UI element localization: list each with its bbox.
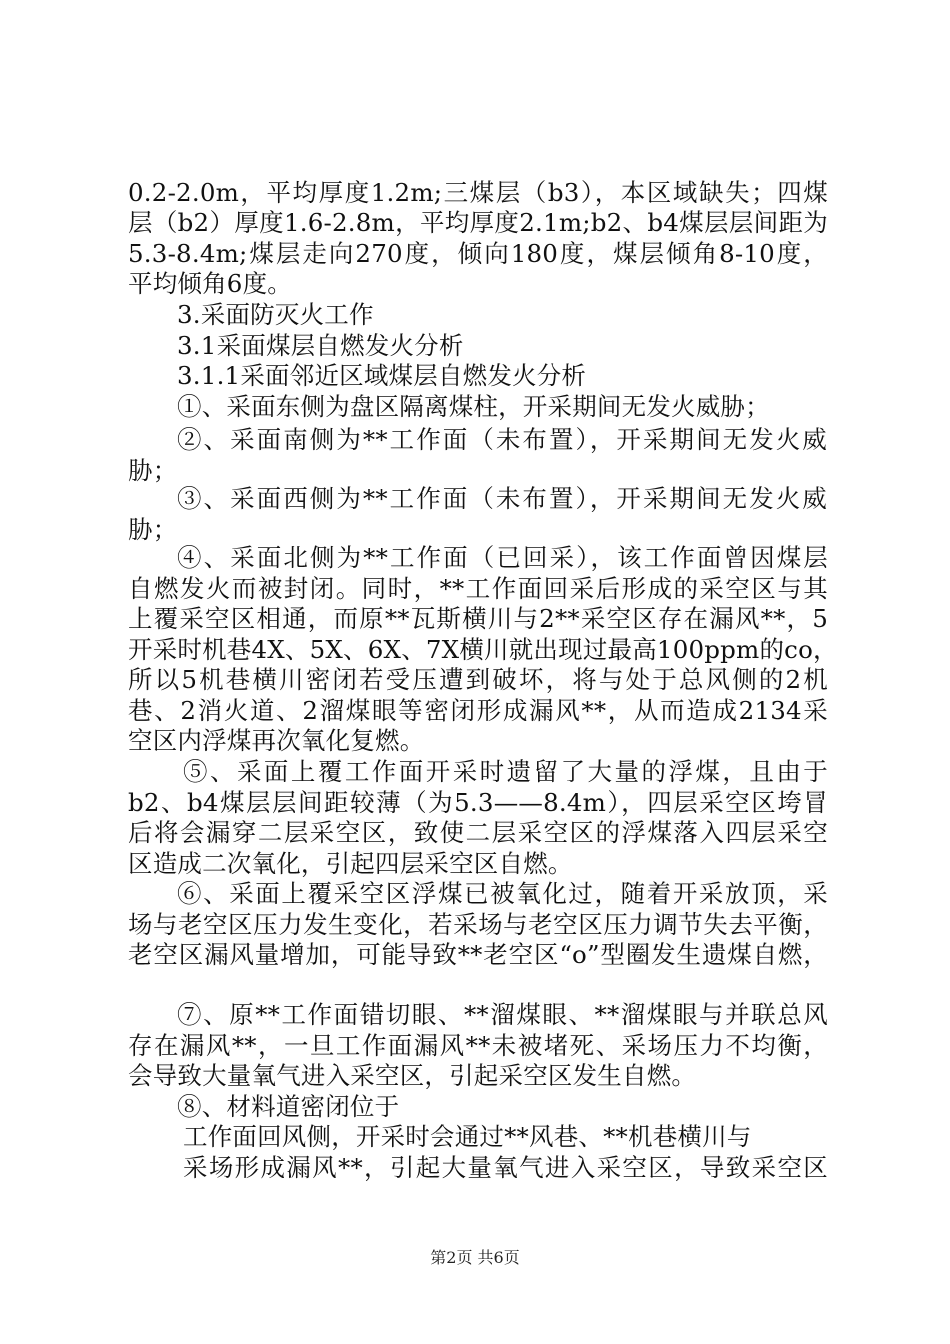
section-heading: 3.采面防灭火工作 — [177, 300, 374, 329]
list-item: ②、采面南侧为**工作面（未布置），开采期间无发火威 — [177, 425, 827, 454]
text-line: 胁； — [128, 515, 178, 544]
text-line: 场与老空区压力发生变化，若采场与老空区压力调节失去平衡， — [128, 910, 828, 939]
text-line: 所以5机巷横川密闭若受压遭到破坏，将与处于总风侧的2机 — [128, 665, 828, 694]
list-item: ⑧、材料道密闭位于 — [177, 1092, 400, 1121]
text-line: 层（b2）厚度1.6-2.8m，平均厚度2.1m;b2、b4煤层层间距为 — [128, 208, 828, 237]
subsection-heading: 3.1采面煤层自燃发火分析 — [177, 331, 464, 360]
text-line: 巷、2消火道、2溜煤眼等密闭形成漏风**，从而造成2134采 — [128, 696, 828, 725]
text-line: 采场形成漏风**，引起大量氧气进入采空区，导致采空区 — [183, 1153, 828, 1182]
list-item: ⑥、采面上覆采空区浮煤已被氧化过，随着开采放顶，采 — [177, 879, 828, 908]
list-item: ⑤、采面上覆工作面开采时遗留了大量的浮煤，且由于 — [183, 757, 828, 786]
text-line: 开采时机巷4X、5X、6X、7X横川就出现过最高100ppm的co， — [128, 635, 838, 664]
text-line: 0.2-2.0m，平均厚度1.2m;三煤层（b3），本区域缺失；四煤 — [128, 178, 828, 207]
text-line: 会导致大量氧气进入采空区，引起采空区发生自燃。 — [128, 1061, 697, 1090]
text-line: 老空区漏风量增加，可能导致**老空区“o”型圈发生遗煤自燃， — [128, 940, 828, 969]
text-line: 存在漏风**，一旦工作面漏风**未被堵死、采场压力不均衡， — [128, 1031, 828, 1060]
text-line: 自燃发火而被封闭。同时，**工作面回采后形成的采空区与其 — [128, 574, 828, 603]
list-item: ③、采面西侧为**工作面（未布置），开采期间无发火威 — [177, 484, 827, 513]
subsubsection-heading: 3.1.1采面邻近区域煤层自燃发火分析 — [177, 361, 587, 390]
list-item: ④、采面北侧为**工作面（已回采），该工作面曾因煤层 — [177, 543, 828, 572]
list-item: ⑦、原**工作面错切眼、**溜煤眼、**溜煤眼与并联总风 — [177, 1000, 828, 1029]
text-line: 胁； — [128, 456, 178, 485]
text-line: 上覆采空区相通，而原**瓦斯横川与2**采空区存在漏风**，5 — [128, 604, 828, 633]
page-number-footer: 第2页 共6页 — [430, 1248, 520, 1267]
text-line: 平均倾角6度。 — [128, 269, 292, 298]
list-item: ①、采面东侧为盘区隔离煤柱，开采期间无发火威胁； — [177, 392, 770, 421]
text-line: 工作面回风侧，开采时会通过**风巷、**机巷横川与 — [183, 1122, 752, 1151]
text-line: b2、b4煤层层间距较薄（为5.3——8.4m），四层采空区垮冒 — [128, 788, 828, 817]
text-line: 区造成二次氧化，引起四层采空区自燃。 — [128, 849, 573, 878]
text-line: 后将会漏穿二层采空区，致使二层采空区的浮煤落入四层采空 — [128, 818, 828, 847]
text-line: 空区内浮煤再次氧化复燃。 — [128, 726, 425, 755]
text-line: 5.3-8.4m;煤层走向270度，倾向180度，煤层倾角8-10度， — [128, 239, 828, 268]
